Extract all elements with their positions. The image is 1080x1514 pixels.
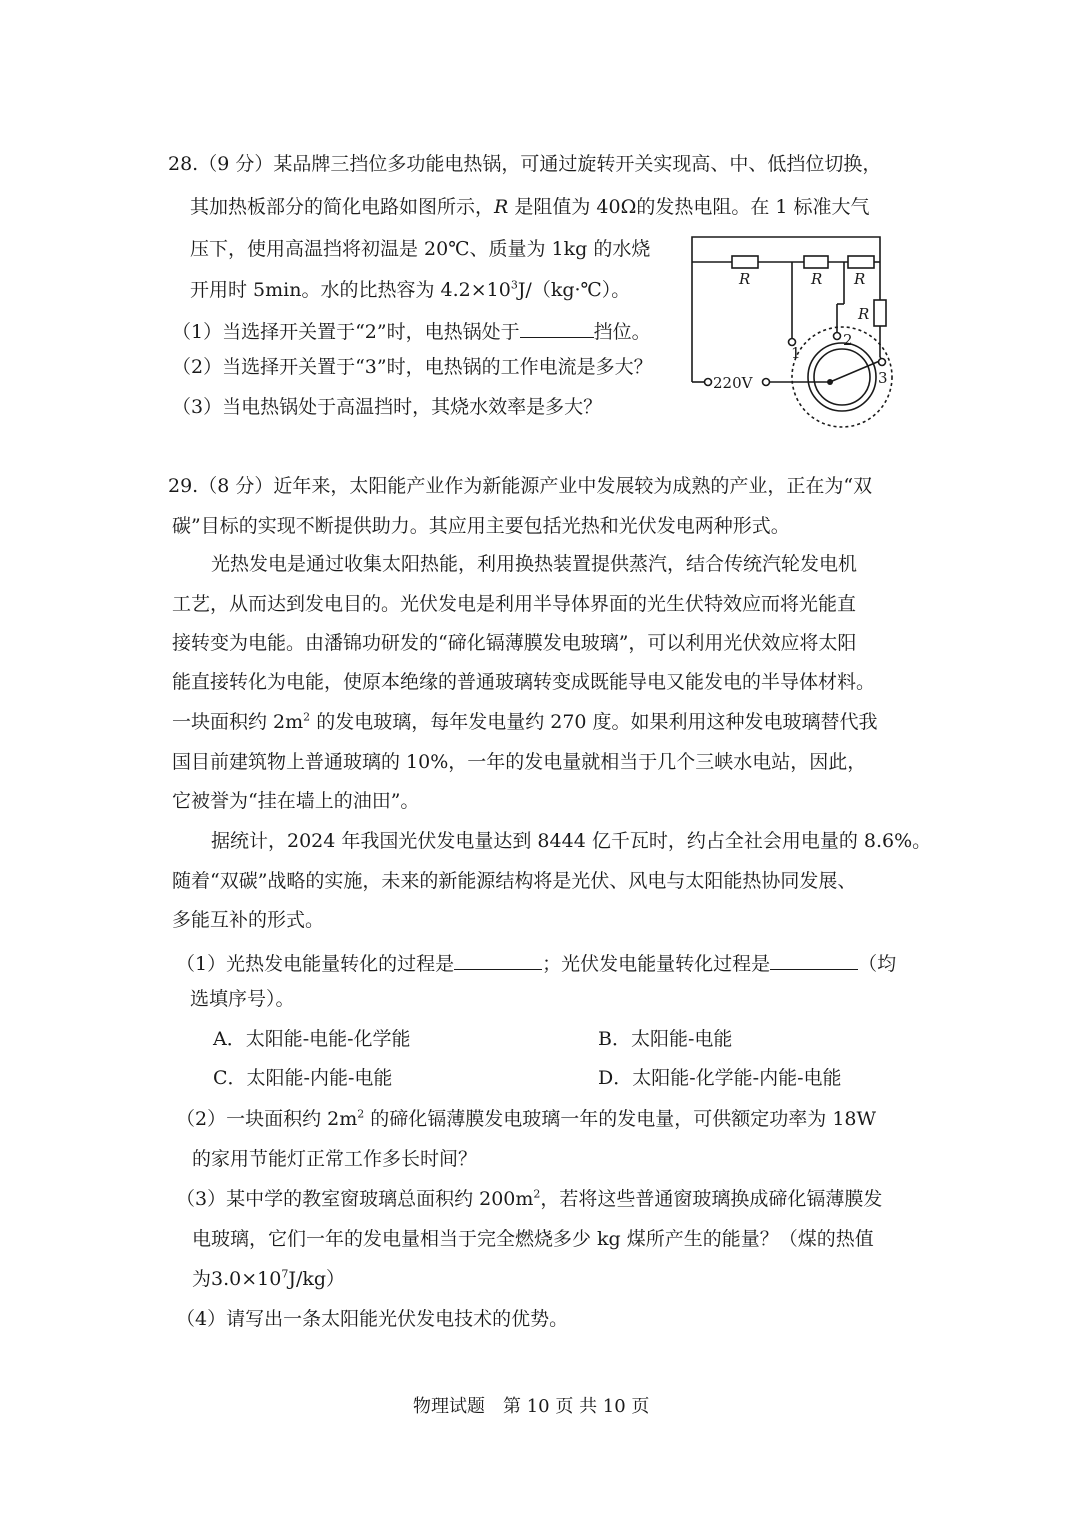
q29-para-line: 据统计，2024 年我国光伏发电量达到 8444 亿千瓦时，约占全社会用电量的 8.6%。 <box>211 830 932 852</box>
q29-para-line: 多能互补的形式。 <box>172 909 325 931</box>
option-c: C．太阳能-内能-电能 <box>213 1067 393 1089</box>
option-b: B．太阳能-电能 <box>598 1028 733 1050</box>
q29-number: 29. <box>168 475 199 497</box>
circuit-diagram <box>682 232 912 447</box>
page-footer: 物理试题 第 10 页 共 10 页 <box>413 1396 650 1417</box>
q29-para-line: 随着“双碳”战略的实施，未来的新能源结构将是光伏、风电与太阳能热协同发展、 <box>172 870 857 892</box>
q28-line-3: 压下，使用高温挡将初温是 20℃、质量为 1kg 的水烧 <box>190 238 651 260</box>
resistor-label: R <box>811 270 823 288</box>
q29-sub-2-cont: 的家用节能灯正常工作多长时间？ <box>192 1148 478 1170</box>
q28-line-4: 开用时 5min。水的比热容为 $4.2\times 10^3J/(kg\cdot℃)$。 <box>190 278 631 301</box>
terminal-label-1: 1 <box>791 344 801 362</box>
q29-sub-3: （3）某中学的教室窗玻璃总面积约 $200m^2$，若将这些普通窗玻璃换成碲化镉薄膜发 <box>176 1187 883 1210</box>
q29-line-1: 29.（8 分）近年来，太阳能产业作为新能源产业中发展较为成熟的产业，正在为“双 <box>168 475 873 497</box>
q29-line-2: 碳”目标的实现不断提供助力。其应用主要包括光热和光伏发电两种形式。 <box>172 515 790 537</box>
q29-points: （8 分） <box>198 475 274 497</box>
answer-blank[interactable] <box>454 951 542 970</box>
q28-sub-1: （1）当选择开关置于“2”时，电热锅处于 挡位。 <box>172 321 651 343</box>
q28-line-2: 其加热板部分的简化电路如图所示，R 是阻值为 40Ω的发热电阻。在 1 标准大气 <box>190 196 870 218</box>
terminal-label-3: 3 <box>878 369 888 387</box>
resistor-label: R <box>739 270 751 288</box>
q29-sub-2: （2）一块面积约 $2m^2$ 的碲化镉薄膜发电玻璃一年的发电量，可供额定功率为 18W <box>176 1107 877 1130</box>
q29-para-line: 接转变为电能。由潘锦功研发的“碲化镉薄膜发电玻璃”，可以利用光伏效应将太阳 <box>172 632 857 654</box>
terminal-label-2: 2 <box>843 331 853 349</box>
q29-para-line: 一块面积约 $2m^2$ 的发电玻璃，每年发电量约 270 度。如果利用这种发电玻璃替代我 <box>172 710 878 733</box>
q29-para-line: 工艺，从而达到发电目的。光伏发电是利用半导体界面的光生伏特效应而将光能直 <box>172 593 857 615</box>
answer-blank[interactable] <box>770 951 858 970</box>
q29-para-line: 能直接转化为电能，使原本绝缘的普通玻璃转变成既能导电又能发电的半导体材料。 <box>172 671 876 693</box>
q28-line-1: 28.（9 分）某品牌三挡位多功能电热锅，可通过旋转开关实现高、中、低挡位切换， <box>168 153 882 175</box>
option-a: A．太阳能-电能-化学能 <box>213 1028 411 1050</box>
q29-sub-4: （4）请写出一条太阳能光伏发电技术的优势。 <box>176 1308 569 1330</box>
q28-sub-2: （2）当选择开关置于“3”时，电热锅的工作电流是多大？ <box>172 356 653 378</box>
q28-number: 28. <box>168 153 199 175</box>
q29-sub-1: （1）光热发电能量转化的过程是 ；光伏发电能量转化过程是 （均 <box>176 953 897 975</box>
q29-para-line: 它被誉为“挂在墙上的油田”。 <box>172 790 420 812</box>
resistor-label: R <box>858 305 870 323</box>
q29-para-line: 国目前建筑物上普通玻璃的 10%，一年的发电量就相当于几个三峡水电站，因此， <box>172 751 867 773</box>
option-d: D．太阳能-化学能-内能-电能 <box>598 1067 842 1089</box>
q29-sub-3-cont: 电玻璃，它们一年的发电量相当于完全燃烧多少 kg 煤所产生的能量？（煤的热值 <box>192 1228 874 1250</box>
resistor-label: R <box>854 270 866 288</box>
voltage-label: 220V <box>713 374 753 392</box>
q28-sub-3: （3）当电热锅处于高温挡时，其烧水效率是多大？ <box>172 396 603 418</box>
q29-sub-3-cont: 为$3.0\times 10^7J/kg$） <box>192 1267 346 1290</box>
q29-para-line: 光热发电是通过收集太阳热能，利用换热装置提供蒸汽，结合传统汽轮发电机 <box>211 553 858 575</box>
q28-points: （9 分） <box>198 153 274 175</box>
answer-blank[interactable] <box>520 319 594 338</box>
q29-sub-1-cont: 选填序号）。 <box>190 988 295 1010</box>
